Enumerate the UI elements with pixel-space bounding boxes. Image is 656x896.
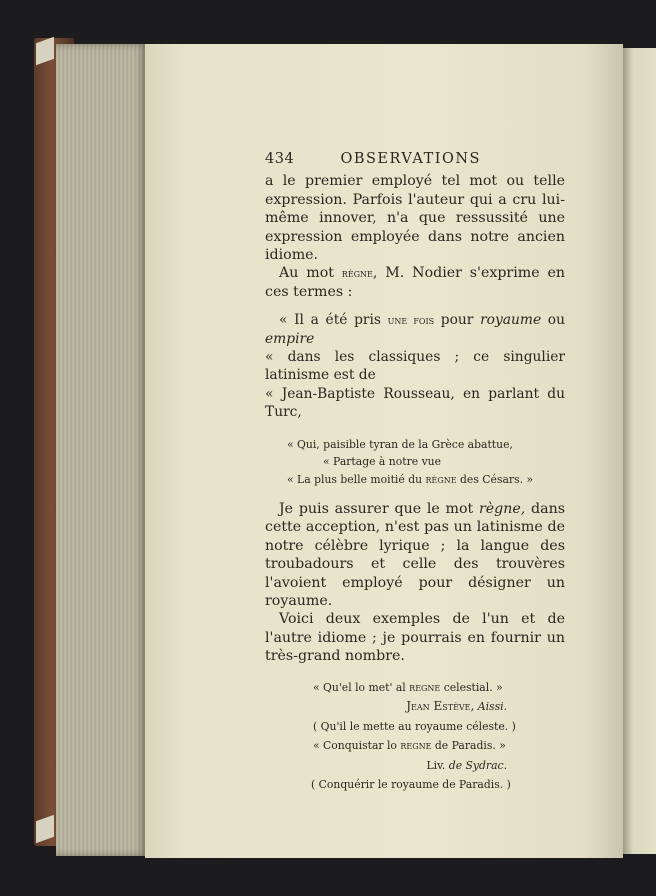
quote-line-1 [265, 311, 565, 348]
paragraph-3-end: dans cette acception, n'est pas un latinisme de notre célèbre lyrique ; la langue des troubadours et celle des trouvères l'avoient employé pour désigner un royaume. [265, 500, 566, 609]
example-1-author: Jean Estève, [406, 699, 475, 714]
paragraph-4: Voici deux exemples de l'un et de l'autre idiome ; je pourrais en fournir un très-grand nombre. [265, 611, 565, 665]
running-head: OBSERVATIONS [340, 151, 481, 167]
verse-3b: des Césars. » [456, 472, 534, 486]
example-1-smallcaps: regne [409, 679, 441, 694]
example-2-translation: ( Conquérir le royaume de Paradis. ) [311, 778, 511, 792]
quote-1-italic-2: empire [265, 330, 315, 347]
example-2-work: de Sydrac. [448, 758, 507, 772]
paragraph-2-start: Au mot [279, 265, 342, 282]
page-text [265, 150, 565, 795]
page-number: 434 [265, 151, 295, 167]
quote-1-italic-1: royaume [480, 312, 542, 329]
verse-3a: « La plus belle moitié du [287, 472, 426, 486]
paragraph-3-start: Je puis assurer que le mot [279, 500, 479, 517]
running-header [265, 150, 565, 168]
nodier-quote [265, 311, 565, 421]
example-2b: de Paradis. » [431, 739, 506, 753]
quote-1b: pour [434, 312, 481, 329]
verse-line-2: « Partage à notre vue [323, 455, 442, 469]
verse-3-smallcaps: règne [425, 471, 457, 486]
paragraph-1: a le premier employé tel mot ou telle expression. Parfois l'auteur qui a cru lui-même innover, n'a que ressussité une expression employée dans notre ancien idiome. [265, 173, 565, 264]
paragraph-3-italic: règne, [478, 500, 526, 517]
quote-line-2: « dans les classiques ; ce singulier latinisme est de [265, 349, 565, 384]
example-1a: « Qu'el lo met' al [313, 680, 410, 694]
paragraph-3 [265, 500, 565, 610]
quote-1-smallcaps: une fois [387, 313, 435, 328]
example-2a: « Conquistar lo [313, 739, 401, 753]
example-2 [265, 736, 565, 756]
examples-block [265, 678, 565, 795]
quote-1a: « Il a été pris [279, 312, 388, 329]
example-2-source [265, 756, 565, 776]
paragraph-2-end: , M. Nodier s'exprime en ces termes : [265, 265, 565, 300]
example-2-src-prefix: Liv. [426, 758, 449, 772]
example-1 [265, 678, 565, 698]
example-1-translation: ( Qu'il le mette au royaume céleste. ) [313, 719, 516, 733]
example-1-work: Aissi. [474, 700, 507, 714]
example-1b: celestial. » [440, 680, 503, 694]
verse-block [265, 436, 565, 488]
page-block-edges [56, 44, 148, 856]
quote-line-3: « Jean-Baptiste Rousseau, en parlant du Turc, [265, 385, 565, 421]
verse-line-1: « Qui, paisible tyran de la Grèce abattue, [287, 437, 513, 451]
body-continued [265, 500, 565, 666]
right-page-edge [623, 48, 656, 854]
paragraph-2 [265, 264, 565, 301]
example-2-smallcaps: regne [400, 738, 432, 753]
paragraph-2-smallcaps: règne [341, 266, 373, 281]
quote-1c: ou [541, 312, 565, 329]
verse-line-3 [265, 471, 565, 488]
example-1-source [265, 697, 565, 717]
